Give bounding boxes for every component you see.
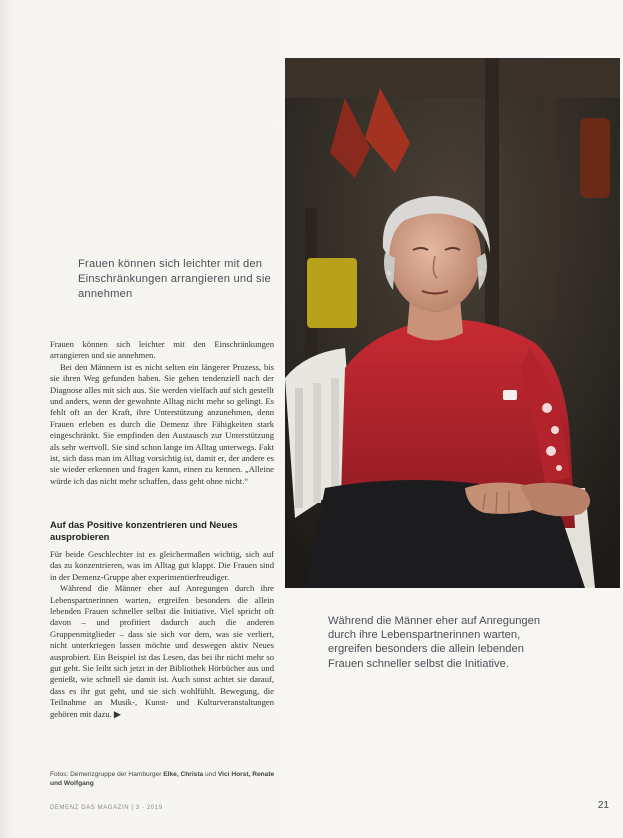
credit-prefix: Fotos: Demenzgruppe der Hamburger (50, 771, 164, 778)
page-number: 21 (597, 800, 609, 811)
pull-quote: Frauen können sich leichter mit den Einschränkungen arrangieren und sie annehmen (78, 258, 271, 300)
body-paragraph: Bei den Männern ist es nicht selten ein längerer Prozess, bis sie ihren Weg gefunden haben. Sie gehen tendenziell nach der Diagnose alles mit sich aus. Sie werden vielfach auf sich gestellt und anders, wenn der gewohnte Alltag nicht mehr so gelingt. Es fehlt oft an der Kraft, ihre Unterstützung anzunehmen, denn Frauen erleben es durch die Demenz ihre Fähigkeiten stark eingeschränkt. Sie empfinden den Austausch zur Unterstützung als sehr wertvoll. Sie sind schon lange im Alltag unterwegs. Fakt ist, sich dass man im Alltag vorsichtig ist, damit er, der andere es sie wieder erkennen und fragen kann, einen zu kennen. „Alleine würde ich das nicht mehr schaffen, dass geht ohne nicht.“ (50, 361, 274, 486)
photo-credit (50, 770, 280, 788)
page-footer: DEMENZ DAS MAGAZIN | 3 · 2019 (50, 805, 163, 811)
photo-caption: Während die Männer eher auf Anregungen durch ihre Lebenspartnerinnen warten, ergreifen besonders die allein lebenden Frauen schneller selbst die Initiative. (328, 615, 541, 670)
body-paragraph: Für beide Geschlechter ist es gleichermaßen wichtig, sich auf das zu konzentrieren, was im Alltag gut klappt. Die Frauen sind in der Demenz-Gruppe aber experimentierfreudiger. (50, 549, 274, 582)
body-column-bottom (50, 549, 274, 720)
credit-names: Elke, Christa (163, 771, 204, 778)
portrait-photo (285, 58, 620, 588)
body-paragraph-text: Während die Männer eher auf Anregungen durch ihre Lebenspartnerinnen warten, ergreifen besonders die allein lebenden Frauen schneller selbst die Initiative. Viel spricht oft davon – und profitiert dadurch auch die anderen Gruppenmitglieder – dass sie sich vor dem, was sie verliert, nicht unterkriegen lassen möchte und deswegen aktiv Neues ausprobiert. Ein Beispiel ist das Lesen, das bei ihr nicht mehr so gut geht. Sie leiht sich jetzt in der Bibliothek Hörbücher aus und genießt, wie schnell sie damit ist. Auch sonst achtet sie darauf, dass es ihr gut geht, und sie sich wohlfühlt. Bewegung, die Teilnahme an Musik-, Kunst- und Kulturveranstaltungen gehören mit dazu. (50, 583, 274, 719)
credit-names-second: Vici Horst, Renate und Wolfgang (50, 771, 275, 787)
end-of-article-icon: ▶ (113, 708, 121, 719)
body-column-top (50, 339, 274, 487)
portrait-illustration (285, 58, 620, 588)
body-paragraph (50, 583, 274, 720)
section-subheading: Auf das Positive konzentrieren und Neues ausprobieren (50, 519, 238, 542)
credit-middle: und (203, 771, 218, 778)
body-paragraph: Frauen können sich leichter mit den Einschränkungen arrangieren und sie annehmen. (50, 339, 274, 361)
